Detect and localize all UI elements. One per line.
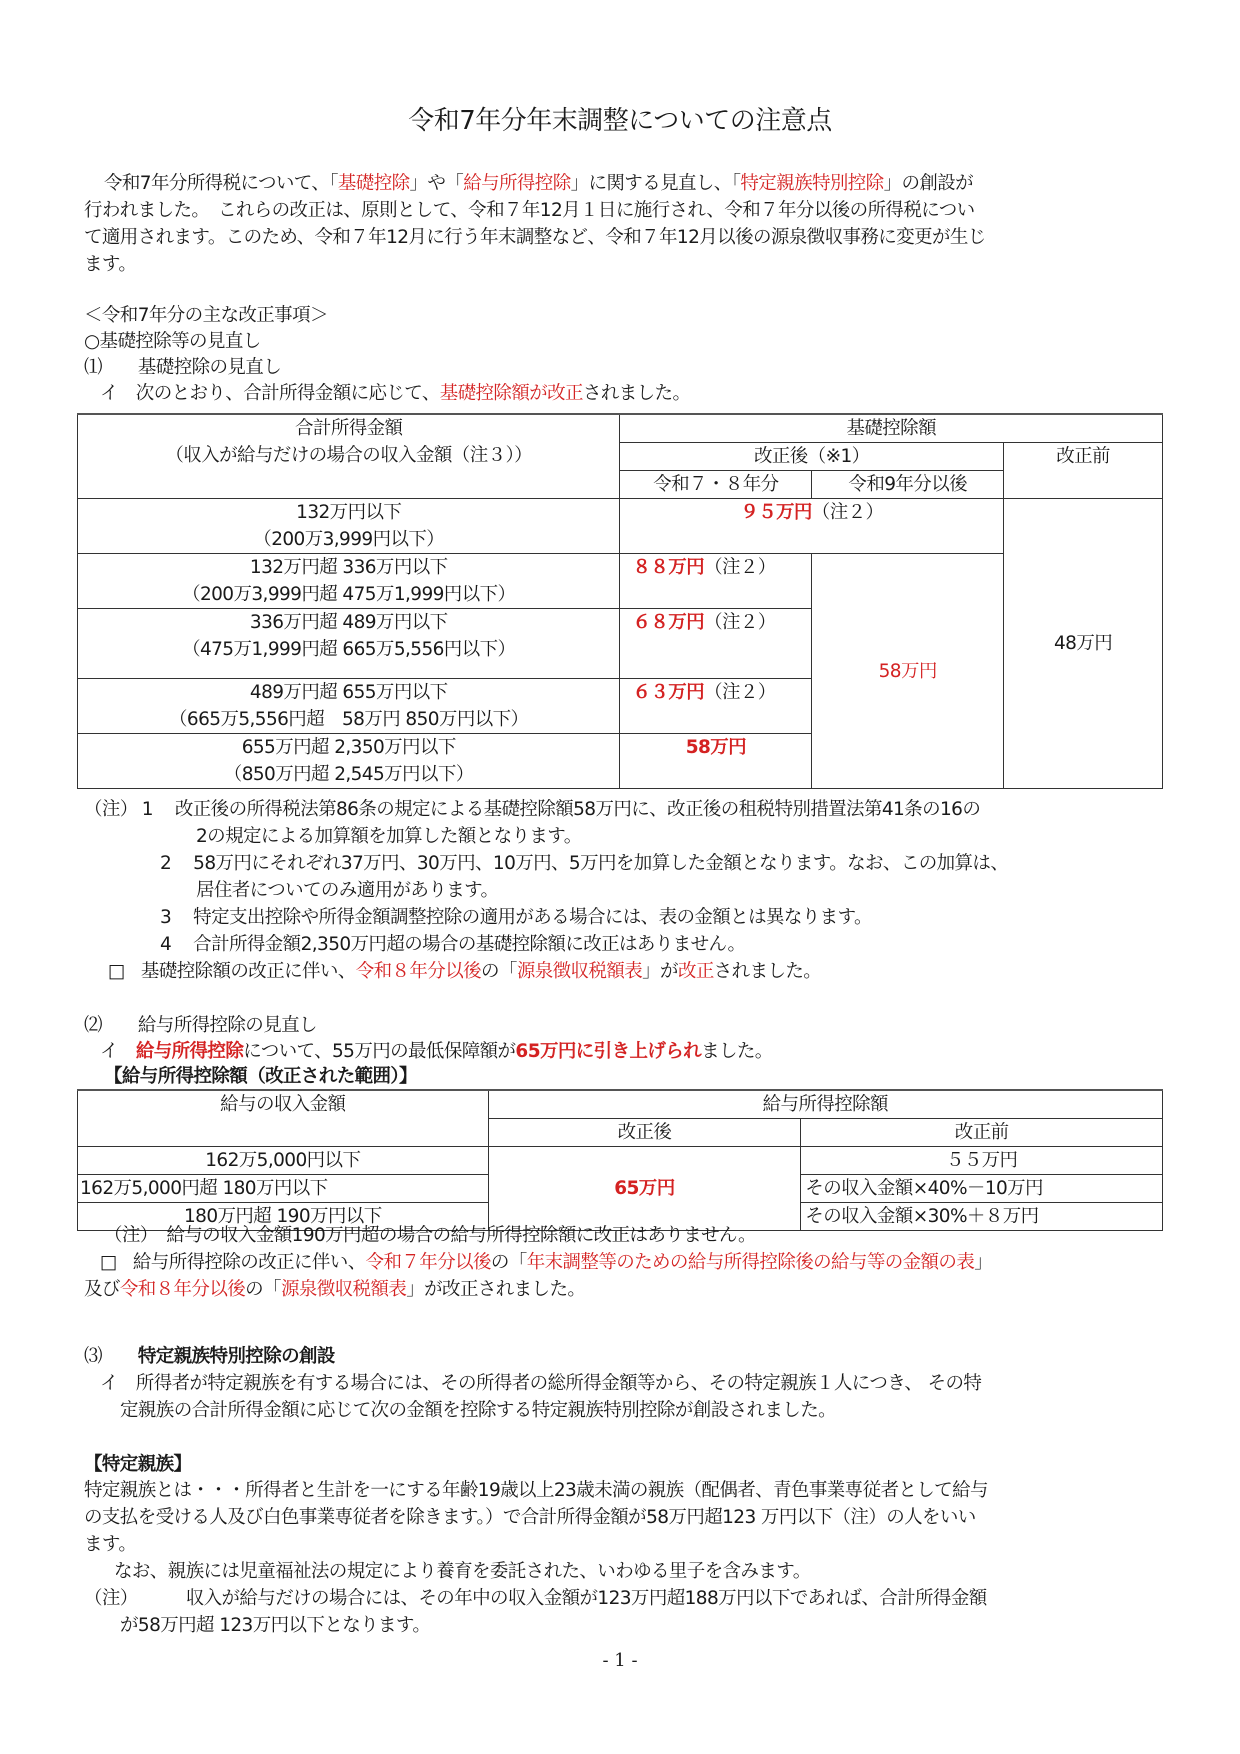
section-1-heading: ⑴ 基礎控除の見直し	[84, 357, 282, 378]
main-heading: ＜令和7年分の主な改正事項＞	[84, 305, 328, 326]
page-title: 令和7年分年末調整についての注意点	[408, 106, 832, 136]
section-2-bullet-cont: 及び令和８年分以後の「源泉徴収税額表」が改正されました。	[84, 1279, 586, 1300]
section-3-item: イ 所得者が特定親族を有する場合には、その所得者の総所得金額等から、その特定親族１人につき、 その特	[100, 1373, 982, 1394]
header-reiwa-9: 令和9年分以後	[812, 471, 1004, 499]
page-number: - 1 -	[602, 1650, 638, 1671]
section-1-item: イ 次のとおり、合計所得金額に応じて、基礎控除額が改正されました。	[100, 383, 691, 404]
definition-line-1: 特定親族とは・・・所得者と生計を一にする年齢19歳以上23歳未満の親族（配偶者、青色事業専従者として給与	[84, 1480, 988, 1501]
salary-deduction-table	[77, 1089, 1163, 1231]
section-1-bullet: □ 基礎控除額の改正に伴い、令和８年分以後の「源泉徴収税額表」が改正されました。	[108, 961, 822, 982]
after-value-cell: 65万円	[488, 1147, 801, 1231]
note-3: 3 特定支出控除や所得金額調整控除の適用がある場合には、表の金額とは異なります。	[160, 907, 872, 928]
note-1-cont: 2の規定による加算額を加算した額となります。	[196, 826, 582, 847]
definition-line-2: の支払を受ける人及び白色事業専従者を除きます。）で合計所得金額が58万円超123 万円以下（注）の人をいい	[84, 1507, 976, 1528]
square-bullet-icon: □	[100, 1252, 117, 1273]
table-row: 132万円以下 （200万3,999円以下） ９５万円（注２） 48万円	[78, 499, 1163, 554]
section-0-heading: ○基礎控除等の見直し	[84, 331, 261, 352]
table-row: 336万円超 489万円以下 （475万1,999円超 665万5,556円以下） ６８万円（注２）	[78, 609, 1163, 679]
intro-line-4: ます。	[84, 254, 137, 275]
definition-note: （注） 収入が給与だけの場合には、その年中の収入金額が123万円超188万円以下であれば、合計所得金額	[84, 1588, 987, 1609]
table-row: 180万円超 190万円以下 その収入金額×30%＋８万円	[78, 1203, 1163, 1231]
section-2-note: （注） 給与の収入金額190万円超の場合の給与所得控除額に改正はありません。	[104, 1225, 756, 1246]
definition-heading: 【特定親族】	[84, 1454, 192, 1475]
before-value-cell: 48万円	[1004, 499, 1163, 789]
table-row: 162万5,000円以下 65万円 ５５万円	[78, 1147, 1163, 1175]
table-row: 655万円超 2,350万円以下 （850万円超 2,545万円以下） 58万円	[78, 734, 1163, 789]
intro-line-2: 行われました。 これらの改正は、原則として、令和７年12月１日に施行され、令和７年分以後の所得税につい	[84, 200, 975, 221]
header-reiwa-7-8: 令和７・８年分	[620, 471, 812, 499]
header-total-income: 合計所得金額 （収入が給与だけの場合の収入金額（注３））	[78, 414, 620, 499]
basic-deduction-table	[77, 413, 1163, 789]
definition-line-3: ます。	[84, 1534, 137, 1555]
keyword-basic-deduction: 基礎控除	[337, 173, 410, 194]
note-2-cont: 居住者についてのみ適用があります。	[196, 880, 499, 901]
header-basic-deduction: 基礎控除額	[620, 414, 1163, 443]
square-bullet-icon: □	[108, 961, 125, 982]
table-row: 132万円超 336万円以下 （200万3,999円超 475万1,999円以下） ８８万円（注２） 58万円	[78, 554, 1163, 609]
header-salary-deduction: 給与所得控除額	[488, 1090, 1162, 1119]
note-1: （注） 1 改正後の所得税法第86条の規定による基礎控除額58万円に、改正後の租税特別措置法第41条の16の	[84, 799, 981, 820]
header-after-revision: 改正後（※1）	[620, 443, 1004, 471]
header-before-revision: 改正前	[1004, 443, 1163, 499]
intro-line-1: 令和7年分所得税について、「基礎控除」や「給与所得控除」に関する見直し、「特定親族特別控除」の創設が	[104, 173, 974, 194]
definition-note-cont: が58万円超 123万円以下となります。	[120, 1615, 431, 1636]
salary-table-caption: 【給与所得控除額（改正された範囲）】	[104, 1066, 417, 1087]
section-2-bullet: □ 給与所得控除の改正に伴い、令和７年分以後の「年末調整等のための給与所得控除後の給与等の金額の表」	[100, 1252, 993, 1273]
section-2-heading: ⑵ 給与所得控除の見直し	[84, 1015, 317, 1036]
table-row: 489万円超 655万円以下 （665万5,556円超 58万円 850万円以下） ６３万円（注２）	[78, 679, 1163, 734]
definition-line-4: なお、親族には児童福祉法の規定により養育を委託された、いわゆる里子を含みます。	[114, 1561, 811, 1582]
keyword-salary-deduction: 給与所得控除	[463, 173, 571, 194]
intro-line-3: て適用されます。このため、令和７年12月に行う年末調整など、令和７年12月以後の源泉徴収事務に変更が生じ	[84, 227, 986, 248]
section-3-item-cont: 定親族の合計所得金額に応じて次の金額を控除する特定親族特別控除が創設されました。	[120, 1400, 837, 1421]
keyword-specified-relative-deduction: 特定親族特別控除	[740, 173, 884, 194]
note-4: 4 合計所得金額2,350万円超の場合の基礎控除額に改正はありません。	[160, 934, 746, 955]
table-row: 162万5,000円超 180万円以下 その収入金額×40%－10万円	[78, 1175, 1163, 1203]
header-before-revision: 改正前	[801, 1119, 1163, 1147]
section-3-heading: ⑶ 特定親族特別控除の創設	[84, 1346, 335, 1367]
reiwa-9-value-cell: 58万円	[812, 554, 1004, 789]
section-2-item: イ 給与所得控除について、55万円の最低保障額が65万円に引き上げられました。	[100, 1041, 773, 1062]
note-2: 2 58万円にそれぞれ37万円、30万円、10万円、5万円を加算した金額となります。なお、この加算は、	[160, 853, 1009, 874]
header-salary-income: 給与の収入金額	[78, 1090, 489, 1147]
header-after-revision: 改正後	[488, 1119, 801, 1147]
